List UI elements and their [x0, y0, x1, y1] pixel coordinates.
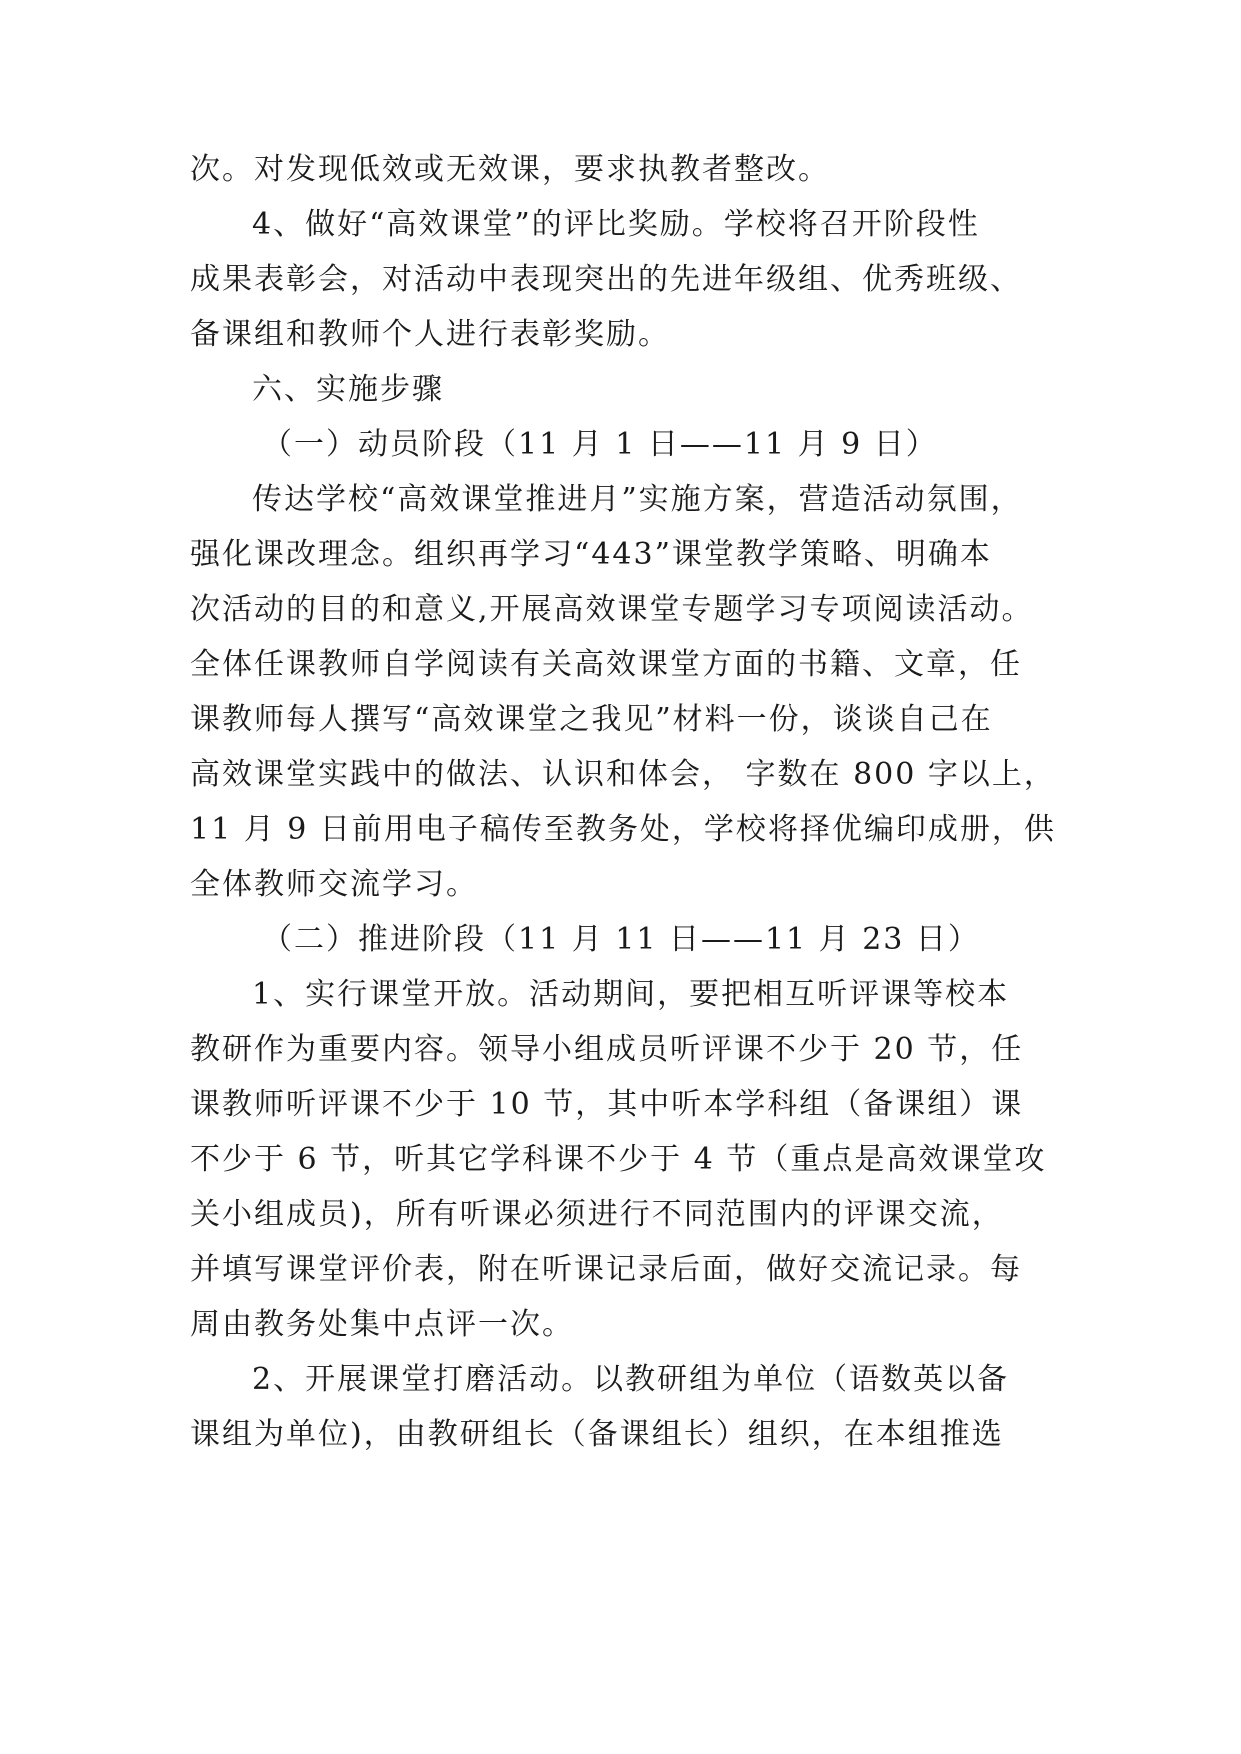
subsection-heading: （二）推进阶段（11 月 11 日——11 月 23 日）	[262, 922, 980, 957]
text-line: 并填写课堂评价表，附在听课记录后面，做好交流记录。每	[190, 1252, 1022, 1287]
text-line: 关小组成员)，所有听课必须进行不同范围内的评课交流，	[190, 1197, 1004, 1232]
text-line: 备课组和教师个人进行表彰奖励。	[190, 317, 670, 352]
text-line: 课组为单位)，由教研组长（备课组长）组织，在本组推选	[190, 1417, 1004, 1452]
text-line: 教研作为重要内容。领导小组成员听评课不少于 20 节，任	[190, 1032, 1024, 1067]
text-line: 2、开展课堂打磨活动。以教研组为单位（语数英以备	[252, 1362, 1010, 1397]
text-line: 传达学校“高效课堂推进月”实施方案，营造活动氛围，	[252, 482, 1023, 517]
text-line: 成果表彰会，对活动中表现突出的先进年级组、优秀班级、	[190, 262, 1022, 297]
text-line: 课教师听评课不少于 10 节，其中听本学科组（备课组）课	[190, 1087, 1024, 1122]
text-line: 次。对发现低效或无效课，要求执教者整改。	[190, 152, 830, 187]
text-line: 不少于 6 节，听其它学科课不少于 4 节（重点是高效课堂攻	[190, 1142, 1047, 1177]
text-line: 1、实行课堂开放。活动期间，要把相互听评课等校本	[252, 977, 1010, 1012]
text-line: 课教师每人撰写“高效课堂之我见”材料一份，谈谈自己在	[190, 702, 993, 737]
text-line: 4、做好“高效课堂”的评比奖励。学校将召开阶段性	[252, 207, 980, 242]
section-heading: 六、实施步骤	[252, 372, 444, 407]
text-line: 强化课改理念。组织再学习“443”课堂教学策略、明确本	[190, 537, 992, 572]
text-line: 全体教师交流学习。	[190, 867, 478, 902]
text-line: 周由教务处集中点评一次。	[190, 1307, 574, 1342]
text-line: 全体任课教师自学阅读有关高效课堂方面的书籍、文章，任	[190, 647, 1022, 682]
subsection-heading: （一）动员阶段（11 月 1 日——11 月 9 日）	[262, 427, 938, 462]
text-line: 高效课堂实践中的做法、认识和体会， 字数在 800 字以上，	[190, 757, 1056, 792]
text-line: 11 月 9 日前用电子稿传至教务处，学校将择优编印成册，供	[190, 812, 1056, 847]
text-line: 次活动的目的和意义,开展高效课堂专题学习专项阅读活动。	[190, 592, 1034, 627]
